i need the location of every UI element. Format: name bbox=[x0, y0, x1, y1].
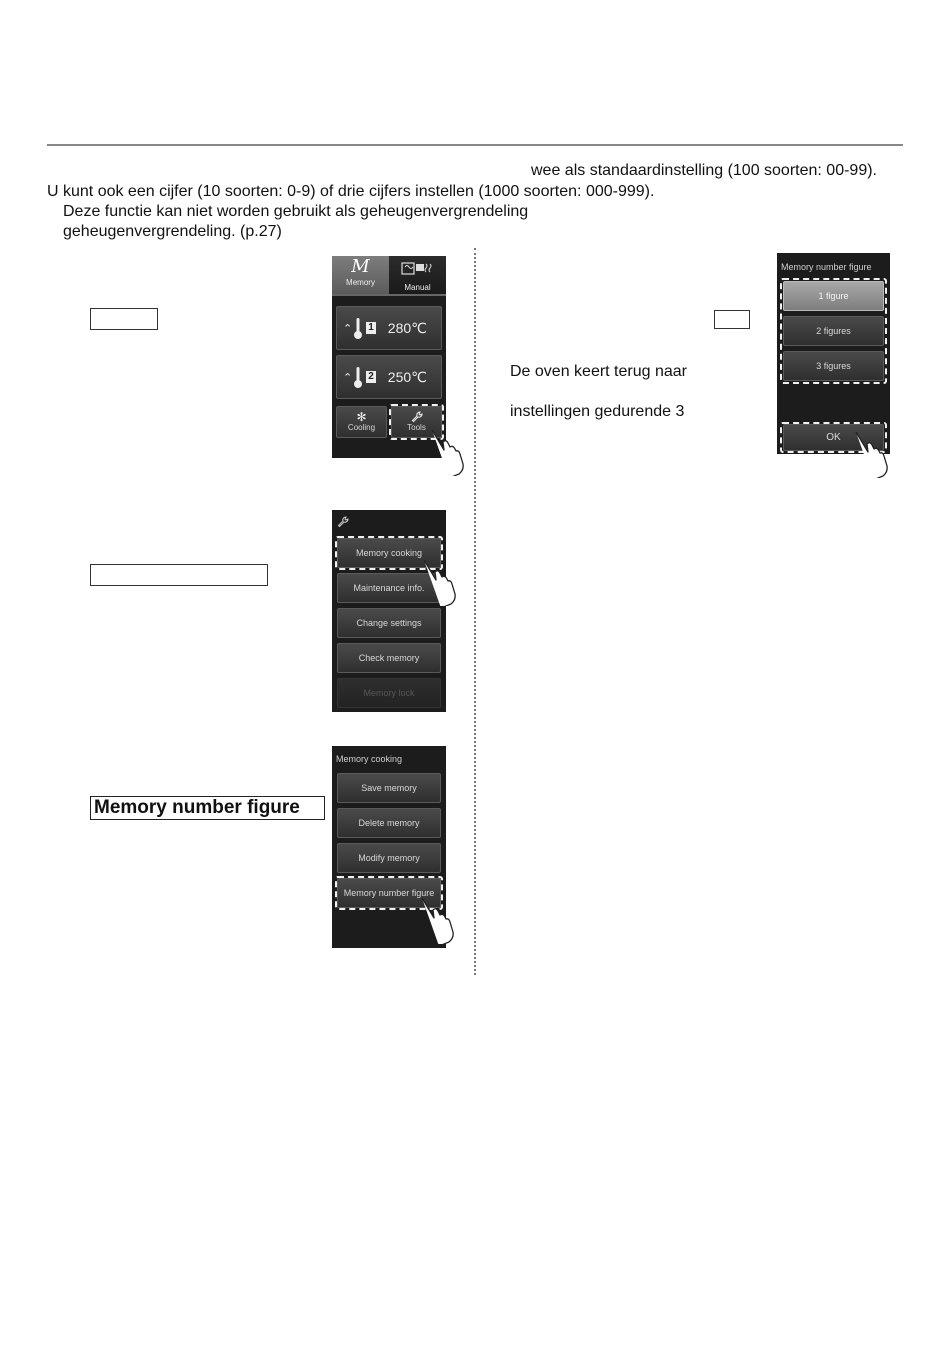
menu-check-memory[interactable]: Check memory bbox=[337, 643, 441, 673]
step2-label-box bbox=[90, 564, 268, 586]
tab-memory-label: Memory bbox=[346, 278, 375, 287]
tab-memory[interactable] bbox=[332, 256, 389, 294]
snowflake-icon: ✻ bbox=[356, 410, 367, 424]
menu-save-memory[interactable]: Save memory bbox=[337, 773, 441, 803]
intro-line-3: Deze functie kan niet worden gebruikt als geheugenvergrendeling bbox=[63, 203, 529, 220]
step1-label-box bbox=[90, 308, 158, 330]
thermometer-icon bbox=[353, 365, 363, 389]
memory-item-2[interactable] bbox=[336, 355, 442, 399]
intro-line-4: geheugenvergrendeling. (p.27) bbox=[63, 223, 282, 240]
right-text-1: De oven keert terug naar bbox=[510, 363, 687, 380]
option-3-figures[interactable]: 3 figures bbox=[783, 351, 884, 381]
step3-label: Memory number figure bbox=[90, 796, 325, 820]
menu-maintenance-info[interactable]: Maintenance info. bbox=[337, 573, 441, 603]
tools-label: Tools bbox=[407, 423, 426, 432]
cooling-button[interactable] bbox=[336, 406, 387, 438]
menu-memory-cooking[interactable]: Memory cooking bbox=[337, 538, 441, 568]
pointing-hand-icon bbox=[420, 558, 460, 606]
pointing-hand-icon bbox=[852, 430, 892, 478]
menu-delete-memory[interactable]: Delete memory bbox=[337, 808, 441, 838]
header-rule bbox=[47, 144, 903, 146]
ok-button[interactable]: OK bbox=[783, 424, 884, 451]
screen-title: Memory cooking bbox=[336, 754, 403, 764]
column-divider bbox=[474, 248, 476, 975]
option-1-figure[interactable]: 1 figure bbox=[783, 281, 884, 311]
tab-manual[interactable] bbox=[389, 256, 446, 294]
right-text-2: instellingen gedurende 3 bbox=[510, 403, 685, 420]
screen-title: Memory number figure bbox=[781, 262, 872, 272]
screen-tools-menu bbox=[332, 510, 446, 712]
memory-item-2-number: 2 bbox=[368, 371, 374, 382]
pointing-hand-icon bbox=[418, 896, 458, 944]
menu-memory-lock: Memory lock bbox=[337, 678, 441, 708]
memory-item-2-temp: 250℃ bbox=[387, 368, 427, 385]
intro-line-1: wee als standaardinstelling (100 soorten: 00-99). bbox=[531, 162, 877, 179]
step4-label-box bbox=[714, 310, 750, 329]
memory-icon: M bbox=[351, 256, 370, 277]
tab-underline bbox=[332, 294, 446, 296]
options-highlight bbox=[780, 278, 887, 384]
screen-memory-number-figure bbox=[777, 253, 890, 454]
menu-change-settings[interactable]: Change settings bbox=[337, 608, 441, 638]
tab-manual-label: Manual bbox=[404, 283, 431, 292]
thermometer-icon bbox=[353, 316, 363, 340]
cooling-label: Cooling bbox=[347, 423, 376, 432]
fan-up-icon: ⌃ bbox=[343, 322, 353, 335]
steam-grill-icon bbox=[400, 260, 436, 278]
memory-item-1-temp: 280℃ bbox=[387, 319, 427, 336]
fan-up-icon: ⌃ bbox=[343, 371, 353, 384]
pointing-hand-icon bbox=[428, 428, 468, 476]
menu-modify-memory[interactable]: Modify memory bbox=[337, 843, 441, 873]
menu-memory-number-figure[interactable]: Memory number figure bbox=[337, 878, 441, 908]
memory-item-1-number: 1 bbox=[368, 322, 374, 333]
memory-item-1[interactable] bbox=[336, 306, 442, 350]
option-2-figures[interactable]: 2 figures bbox=[783, 316, 884, 346]
wrench-icon bbox=[337, 516, 349, 528]
intro-line-2: U kunt ook een cijfer (10 soorten: 0-9) of drie cijfers instellen (1000 soorten: 000-999). bbox=[47, 183, 655, 200]
